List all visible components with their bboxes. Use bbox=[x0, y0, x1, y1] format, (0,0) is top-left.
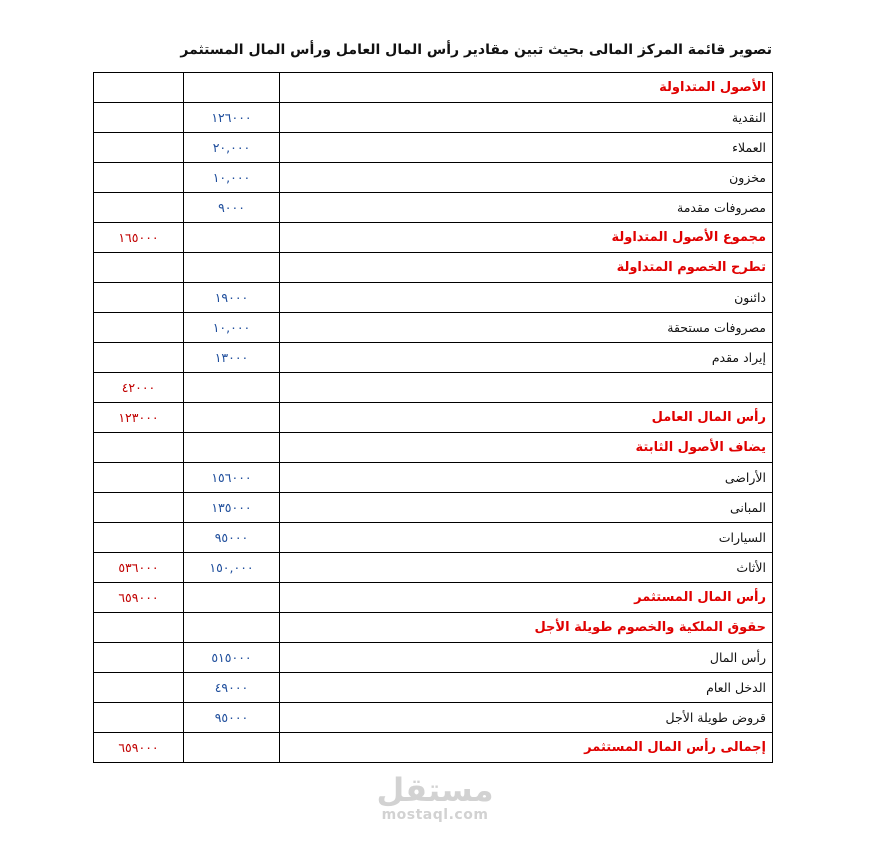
amount-cell: ١٥٠,٠٠٠ bbox=[184, 553, 280, 583]
item-label-cell: الدخل العام bbox=[280, 673, 773, 703]
total-cell bbox=[94, 523, 184, 553]
total-cell: ١٢٣٠٠٠ bbox=[94, 403, 184, 433]
total-cell: ٦٥٩٠٠٠ bbox=[94, 583, 184, 613]
section-heading-cell: رأس المال المستثمر bbox=[280, 583, 773, 613]
total-cell: ٦٥٩٠٠٠ bbox=[94, 733, 184, 763]
section-heading-cell: رأس المال العامل bbox=[280, 403, 773, 433]
item-label-cell: الأثاث bbox=[280, 553, 773, 583]
table-row bbox=[94, 733, 773, 763]
financial-position-table bbox=[93, 72, 773, 763]
table-row bbox=[94, 103, 773, 133]
item-label-cell: النقدية bbox=[280, 103, 773, 133]
total-cell bbox=[94, 103, 184, 133]
section-heading-cell: الأصول المتداولة bbox=[280, 73, 773, 103]
total-cell: ٤٢٠٠٠ bbox=[94, 373, 184, 403]
item-label-cell: مخزون bbox=[280, 163, 773, 193]
table-row bbox=[94, 313, 773, 343]
table-row bbox=[94, 673, 773, 703]
table-row bbox=[94, 643, 773, 673]
amount-cell: ١٩٠٠٠ bbox=[184, 283, 280, 313]
amount-cell: ٩٥٠٠٠ bbox=[184, 703, 280, 733]
table-row bbox=[94, 343, 773, 373]
total-cell bbox=[94, 283, 184, 313]
table-row bbox=[94, 493, 773, 523]
table-row bbox=[94, 583, 773, 613]
total-cell bbox=[94, 703, 184, 733]
amount-cell: ٥١٥٠٠٠ bbox=[184, 643, 280, 673]
amount-cell bbox=[184, 373, 280, 403]
amount-cell bbox=[184, 223, 280, 253]
table-row bbox=[94, 133, 773, 163]
table-row bbox=[94, 253, 773, 283]
table-row bbox=[94, 283, 773, 313]
total-cell: ١٦٥٠٠٠ bbox=[94, 223, 184, 253]
amount-cell: ٢٠,٠٠٠ bbox=[184, 133, 280, 163]
table-row bbox=[94, 553, 773, 583]
table-row bbox=[94, 403, 773, 433]
amount-cell: ١٥٦٠٠٠ bbox=[184, 463, 280, 493]
amount-cell bbox=[184, 583, 280, 613]
amount-cell bbox=[184, 73, 280, 103]
section-heading-cell: تطرح الخصوم المتداولة bbox=[280, 253, 773, 283]
mostaql-watermark bbox=[375, 773, 495, 823]
table-row bbox=[94, 463, 773, 493]
document-title: تصوير قائمة المركز المالى بحيث تبين مقادير رأس المال العامل ورأس المال المستثمر bbox=[180, 42, 772, 58]
total-cell bbox=[94, 643, 184, 673]
total-cell: ٥٣٦٠٠٠ bbox=[94, 553, 184, 583]
total-cell bbox=[94, 343, 184, 373]
item-label-cell bbox=[280, 373, 773, 403]
financial-position-table-body bbox=[94, 73, 773, 763]
table-row bbox=[94, 163, 773, 193]
total-cell bbox=[94, 163, 184, 193]
table-row bbox=[94, 703, 773, 733]
table-row bbox=[94, 193, 773, 223]
total-cell bbox=[94, 133, 184, 163]
item-label-cell: العملاء bbox=[280, 133, 773, 163]
item-label-cell: رأس المال bbox=[280, 643, 773, 673]
amount-cell: ١٠,٠٠٠ bbox=[184, 313, 280, 343]
amount-cell: ١٢٦٠٠٠ bbox=[184, 103, 280, 133]
item-label-cell: دائنون bbox=[280, 283, 773, 313]
total-cell bbox=[94, 613, 184, 643]
amount-cell: ٤٩٠٠٠ bbox=[184, 673, 280, 703]
amount-cell bbox=[184, 613, 280, 643]
table-row bbox=[94, 433, 773, 463]
total-cell bbox=[94, 193, 184, 223]
item-label-cell: مصروفات مقدمة bbox=[280, 193, 773, 223]
total-cell bbox=[94, 673, 184, 703]
total-cell bbox=[94, 493, 184, 523]
total-cell bbox=[94, 313, 184, 343]
item-label-cell: السيارات bbox=[280, 523, 773, 553]
total-cell bbox=[94, 463, 184, 493]
watermark-arabic-text: مستقل bbox=[376, 771, 494, 809]
item-label-cell: إيراد مقدم bbox=[280, 343, 773, 373]
section-heading-cell: حقوق الملكية والخصوم طويلة الأجل bbox=[280, 613, 773, 643]
table-row bbox=[94, 613, 773, 643]
item-label-cell: الأراضى bbox=[280, 463, 773, 493]
total-cell bbox=[94, 433, 184, 463]
item-label-cell: قروض طويلة الأجل bbox=[280, 703, 773, 733]
table-row bbox=[94, 373, 773, 403]
amount-cell bbox=[184, 403, 280, 433]
table-row bbox=[94, 73, 773, 103]
item-label-cell: المبانى bbox=[280, 493, 773, 523]
section-heading-cell: إجمالى رأس المال المستثمر bbox=[280, 733, 773, 763]
table-row bbox=[94, 523, 773, 553]
amount-cell: ٩٠٠٠ bbox=[184, 193, 280, 223]
amount-cell: ١٣٥٠٠٠ bbox=[184, 493, 280, 523]
amount-cell: ١٣٠٠٠ bbox=[184, 343, 280, 373]
watermark-latin-text: mostaql.com bbox=[381, 807, 489, 823]
section-heading-cell: مجموع الأصول المتداولة bbox=[280, 223, 773, 253]
item-label-cell: مصروفات مستحقة bbox=[280, 313, 773, 343]
amount-cell bbox=[184, 253, 280, 283]
table-row bbox=[94, 223, 773, 253]
amount-cell: ١٠,٠٠٠ bbox=[184, 163, 280, 193]
total-cell bbox=[94, 73, 184, 103]
amount-cell: ٩٥٠٠٠ bbox=[184, 523, 280, 553]
amount-cell bbox=[184, 733, 280, 763]
total-cell bbox=[94, 253, 184, 283]
amount-cell bbox=[184, 433, 280, 463]
section-heading-cell: يضاف الأصول الثابتة bbox=[280, 433, 773, 463]
